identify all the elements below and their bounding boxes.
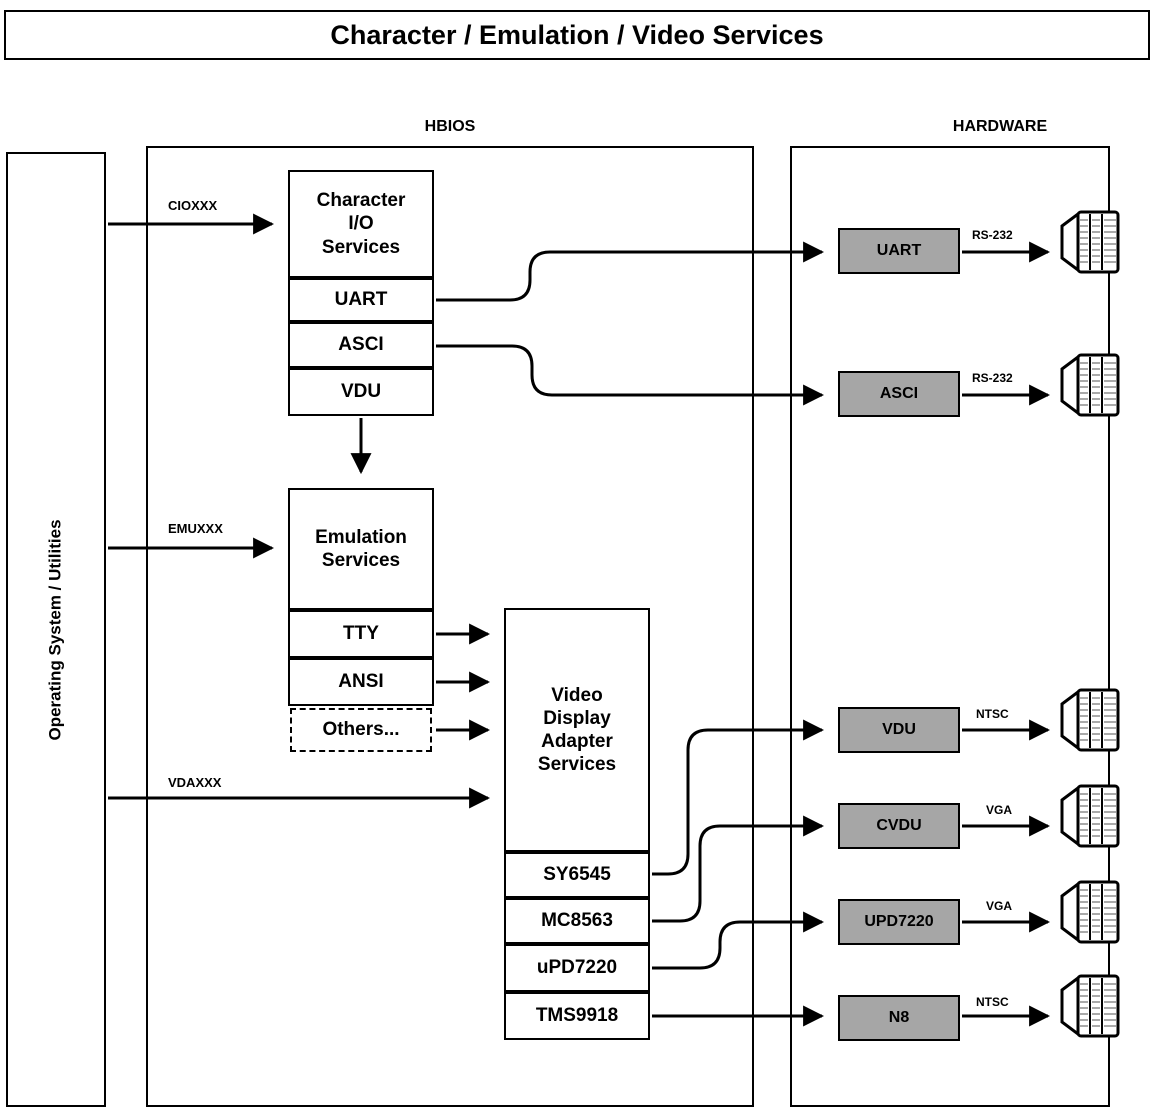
character-io-row-asci: ASCI bbox=[288, 322, 434, 368]
hardware-box-asci: ASCI bbox=[838, 371, 960, 417]
vda-title-line4: Services bbox=[537, 754, 617, 776]
emulation-row-tty: TTY bbox=[288, 610, 434, 658]
hardware-group-frame bbox=[790, 146, 1110, 1107]
hbios-column-heading: HBIOS bbox=[424, 118, 476, 135]
page-title: Character / Emulation / Video Services bbox=[4, 10, 1150, 60]
hardware-box-cvdu: CVDU bbox=[838, 803, 960, 849]
vda-title-line3: Adapter bbox=[541, 731, 613, 752]
hardware-box-vdu: VDU bbox=[838, 707, 960, 753]
character-io-row-uart: UART bbox=[288, 278, 434, 322]
character-io-title-line3: Services bbox=[321, 236, 401, 258]
emulation-services-box bbox=[288, 488, 434, 610]
signal-label-vdu: NTSC bbox=[976, 707, 1009, 721]
video-display-adapter-services-box bbox=[504, 608, 650, 852]
operating-system-bar bbox=[6, 152, 106, 1107]
edge-label-cioxxx: CIOXXX bbox=[168, 198, 218, 213]
signal-label-upd7220: VGA bbox=[986, 899, 1013, 913]
character-io-services-box bbox=[288, 170, 434, 278]
signal-label-cvdu: VGA bbox=[986, 803, 1013, 817]
vda-row-mc8563: MC8563 bbox=[504, 898, 650, 944]
signal-label-asci: RS-232 bbox=[972, 371, 1013, 385]
emulation-title-line2: Services bbox=[321, 550, 401, 571]
character-io-title-line1: Character bbox=[316, 190, 406, 212]
signal-label-n8: NTSC bbox=[976, 995, 1009, 1009]
hardware-box-n8: N8 bbox=[838, 995, 960, 1041]
edge-label-emuxxx: EMUXXX bbox=[168, 521, 223, 536]
hardware-column-heading: HARDWARE bbox=[952, 118, 1048, 135]
vda-title-line1: Video bbox=[551, 684, 603, 706]
character-io-title-line2: I/O bbox=[348, 213, 374, 235]
emulation-row-ansi: ANSI bbox=[288, 658, 434, 706]
operating-system-label: Operating System / Utilities bbox=[46, 518, 65, 741]
emulation-row-others: Others... bbox=[290, 708, 432, 752]
vda-title-line2: Display bbox=[543, 707, 611, 729]
hardware-box-upd7220: UPD7220 bbox=[838, 899, 960, 945]
emulation-title-line1: Emulation bbox=[315, 526, 407, 548]
vda-row-sy6545: SY6545 bbox=[504, 852, 650, 898]
character-io-row-vdu: VDU bbox=[288, 368, 434, 416]
vda-row-tms9918: TMS9918 bbox=[504, 992, 650, 1040]
signal-label-uart: RS-232 bbox=[972, 228, 1013, 242]
hardware-box-uart: UART bbox=[838, 228, 960, 274]
vda-row-upd7220: uPD7220 bbox=[504, 944, 650, 992]
edge-label-vdaxxx: VDAXXX bbox=[168, 775, 222, 790]
hbios-group-frame bbox=[146, 146, 754, 1107]
